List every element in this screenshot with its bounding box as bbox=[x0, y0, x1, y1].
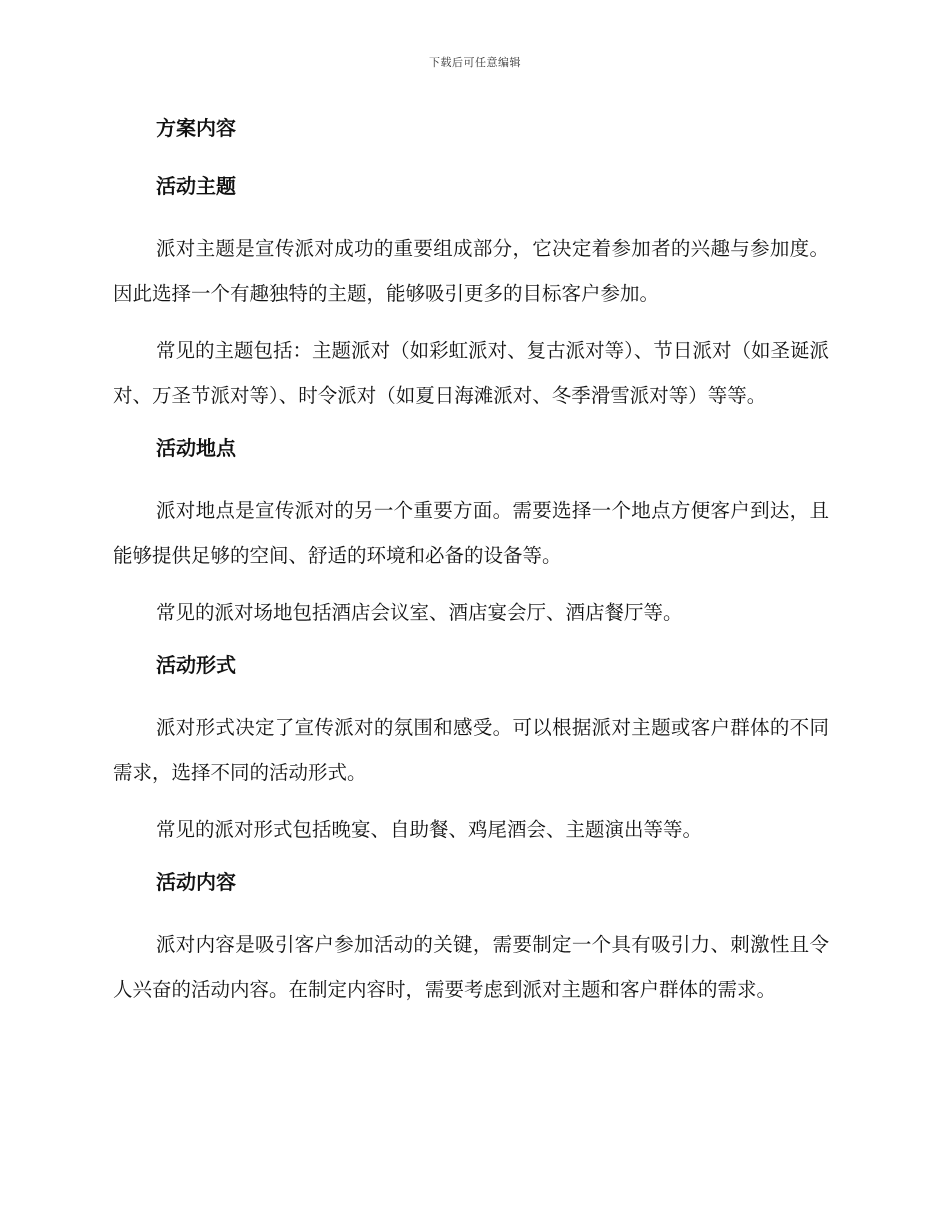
document-body bbox=[113, 110, 829, 1024]
paragraph: 派对地点是宣传派对的另一个重要方面。需要选择一个地点方便客户到达，且能够提供足够的空间、舒适的环境和必备的设备等。 bbox=[113, 499, 829, 567]
section-heading: 活动内容 bbox=[156, 870, 236, 894]
section-heading: 活动地点 bbox=[156, 436, 236, 460]
paragraph: 派对主题是宣传派对成功的重要组成部分，它决定着参加者的兴趣与参加度。因此选择一个有趣独特的主题，能够吸引更多的目标客户参加。 bbox=[113, 237, 829, 305]
section-heading: 活动形式 bbox=[156, 653, 236, 677]
paragraph: 派对形式决定了宣传派对的氛围和感受。可以根据派对主题或客户群体的不同需求，选择不同的活动形式。 bbox=[113, 716, 829, 784]
paragraph: 派对内容是吸引客户参加活动的关键，需要制定一个具有吸引力、刺激性且令人兴奋的活动内容。在制定内容时，需要考虑到派对主题和客户群体的需求。 bbox=[113, 933, 829, 1001]
page-header-note: 下载后可任意编辑 bbox=[429, 56, 521, 69]
paragraph: 常见的派对场地包括酒店会议室、酒店宴会厅、酒店餐厅等。 bbox=[156, 601, 683, 624]
document-title: 方案内容 bbox=[156, 116, 236, 140]
paragraph: 常见的主题包括：主题派对（如彩虹派对、复古派对等）、节日派对（如圣诞派对、万圣节派对等）、时令派对（如夏日海滩派对、冬季滑雪派对等）等等。 bbox=[113, 339, 829, 407]
section-heading: 活动主题 bbox=[156, 174, 236, 198]
paragraph: 常见的派对形式包括晚宴、自助餐、鸡尾酒会、主题演出等等。 bbox=[156, 818, 703, 841]
